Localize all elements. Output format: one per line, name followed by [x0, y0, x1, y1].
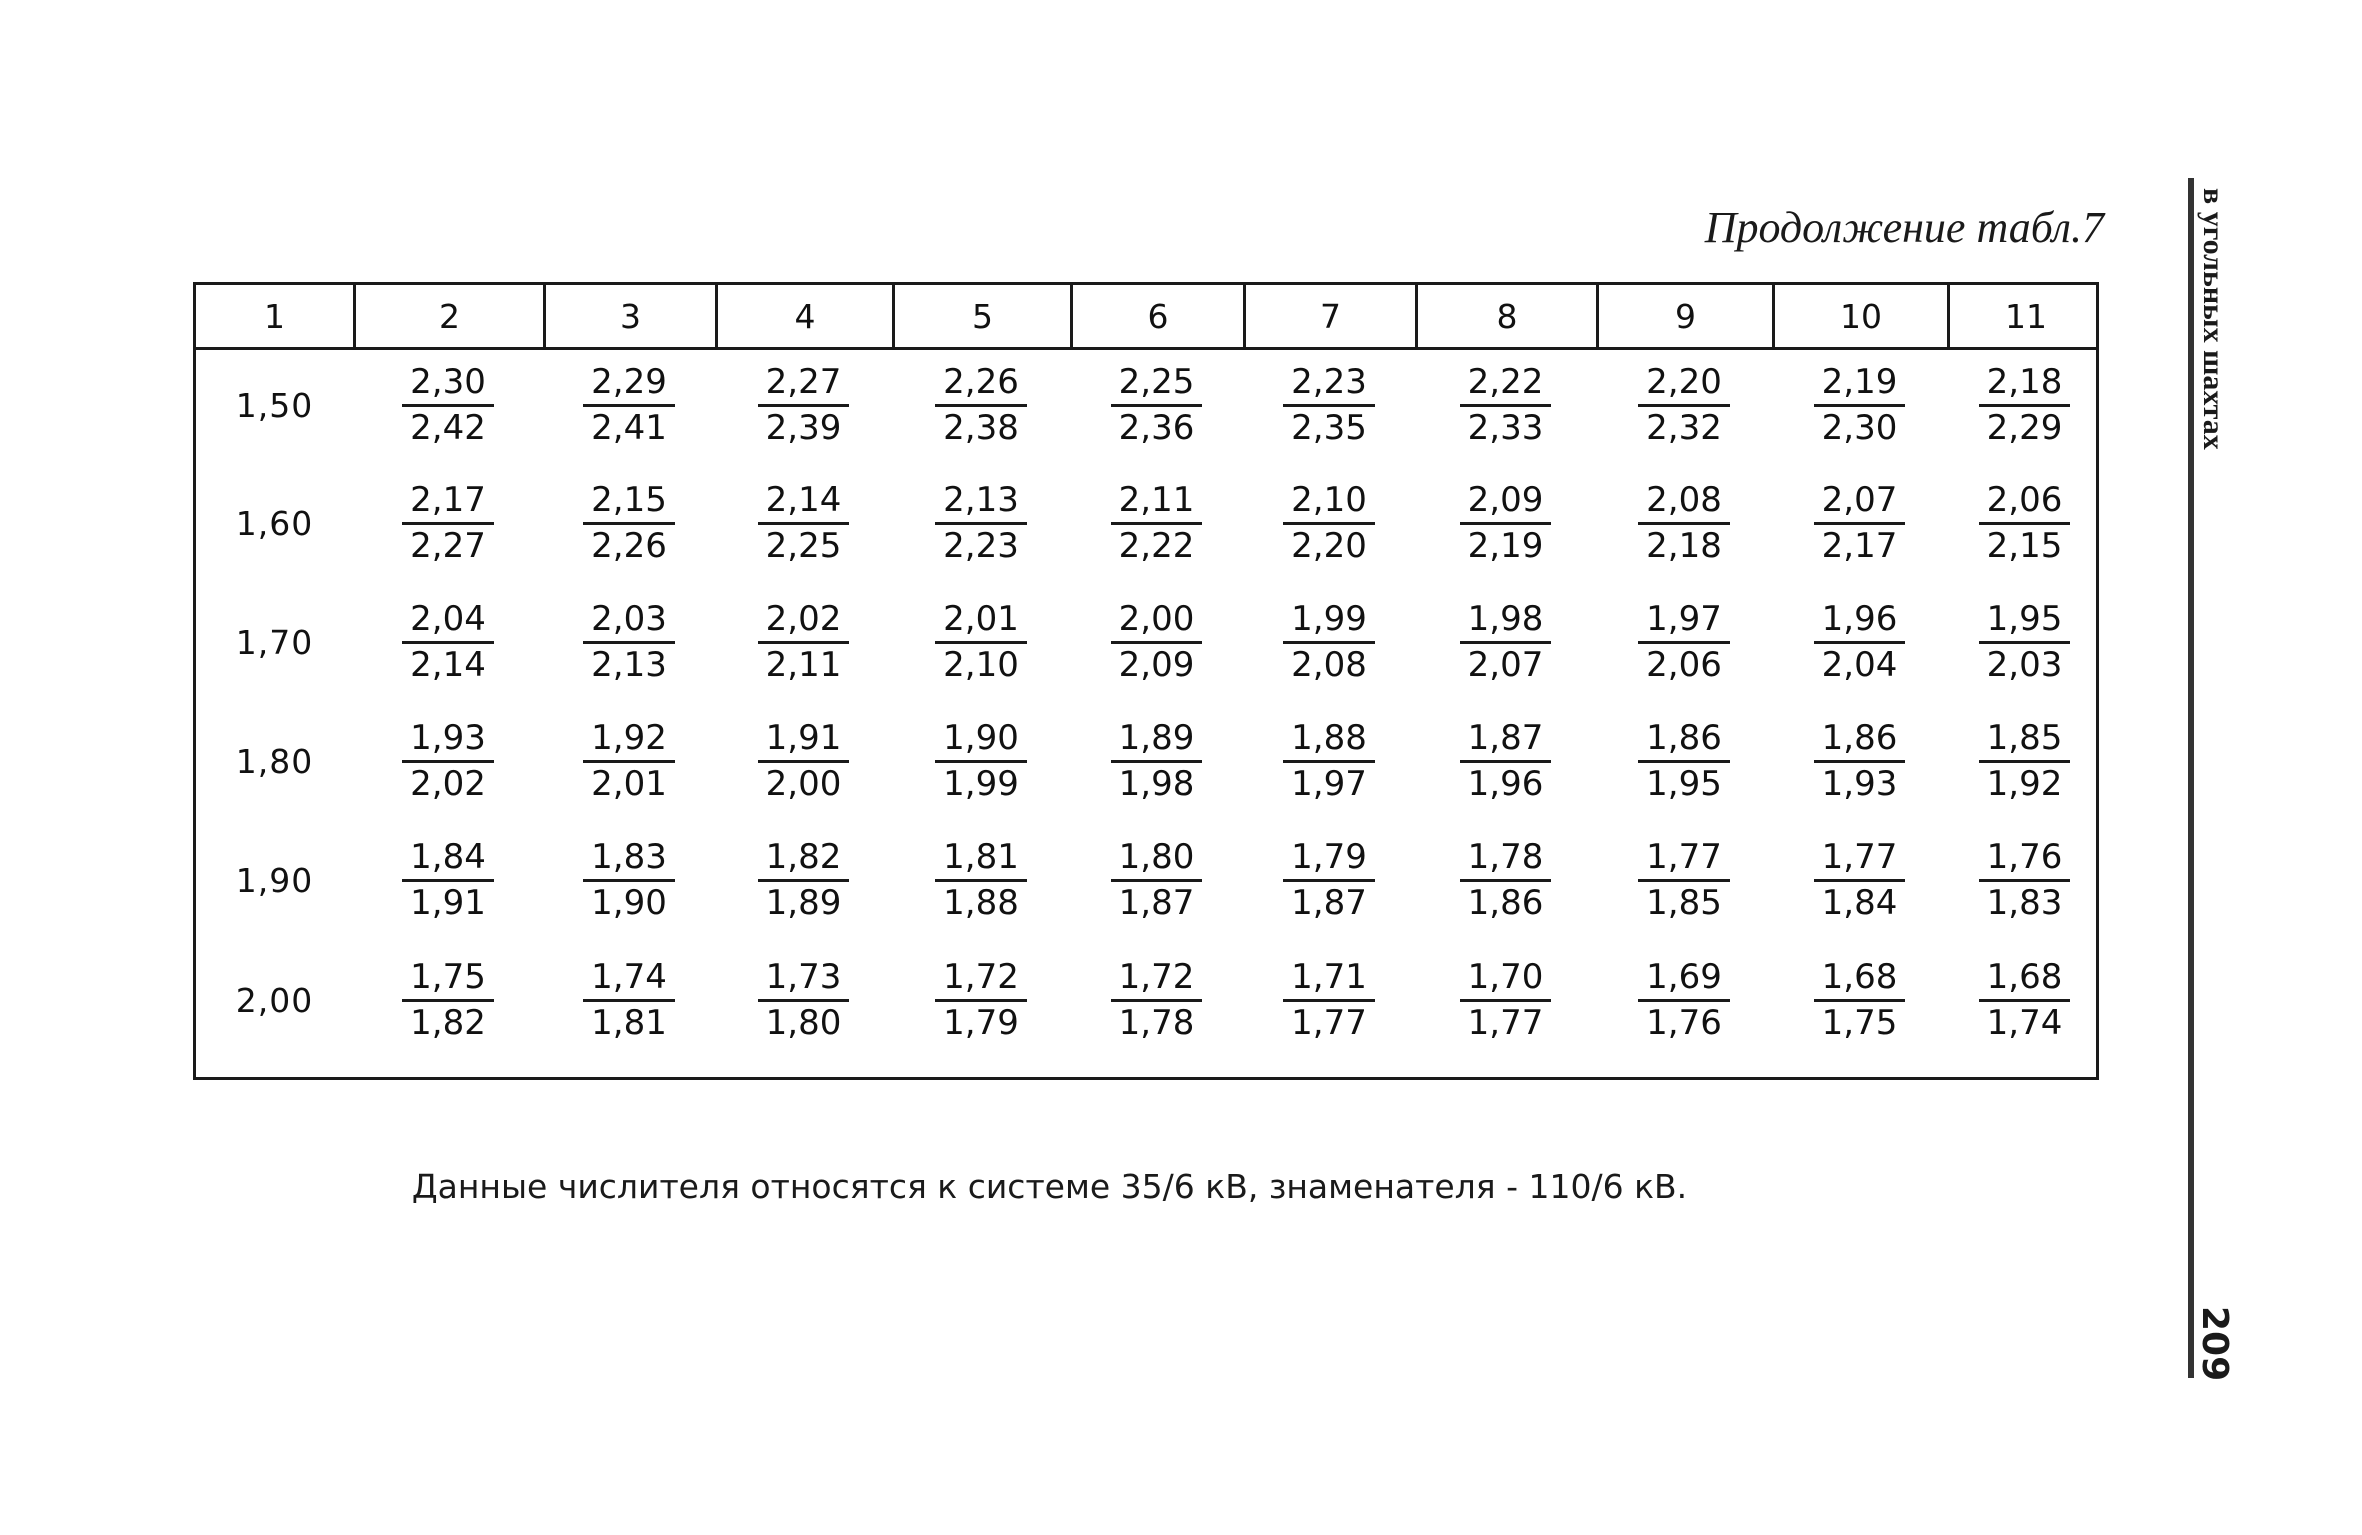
- row-label: 1,70: [235, 622, 314, 662]
- denominator: 2,38: [943, 408, 1019, 448]
- denominator: 2,08: [1291, 645, 1367, 685]
- fraction-cell: [892, 950, 1070, 1050]
- fraction-cell: [543, 473, 715, 573]
- fraction: [935, 958, 1027, 1042]
- numerator: 2,01: [935, 600, 1027, 644]
- numerator: 2,18: [1979, 363, 2071, 407]
- denominator: 2,20: [1291, 526, 1367, 566]
- numerator: 1,96: [1814, 600, 1906, 644]
- numerator: 1,69: [1638, 958, 1730, 1002]
- fraction-cell: [715, 830, 892, 930]
- fraction-cell: [1415, 950, 1596, 1050]
- numerator: 1,91: [758, 719, 850, 763]
- numerator: 1,95: [1979, 600, 2071, 644]
- page-number: 209: [2194, 1306, 2235, 1382]
- table-header-row: [196, 285, 2096, 350]
- fraction: [1638, 719, 1730, 803]
- denominator: 2,39: [765, 408, 842, 448]
- fraction-cell: [892, 473, 1070, 573]
- numerator: 1,82: [758, 838, 850, 882]
- fraction: [935, 719, 1027, 803]
- fraction: [1111, 958, 1203, 1042]
- fraction-cell: [715, 950, 892, 1050]
- header-cell: 3: [543, 285, 715, 347]
- fraction: [1814, 600, 1906, 684]
- denominator: 2,33: [1467, 408, 1544, 448]
- header-cell: 6: [1070, 285, 1243, 347]
- numerator: 1,74: [583, 958, 675, 1002]
- denominator: 2,04: [1821, 645, 1898, 685]
- table-row: [196, 355, 2096, 455]
- fraction: [1814, 719, 1906, 803]
- fraction-cell: [1596, 355, 1772, 455]
- header-cell: 7: [1243, 285, 1415, 347]
- fraction: [1638, 838, 1730, 922]
- table-row: [196, 711, 2096, 811]
- fraction: [1979, 958, 2071, 1042]
- fraction: [1814, 838, 1906, 922]
- fraction: [402, 719, 494, 803]
- denominator: 2,22: [1118, 526, 1195, 566]
- table-caption: Продолжение табл.7: [1704, 203, 2104, 252]
- numerator: 2,22: [1460, 363, 1552, 407]
- fraction-cell: [1772, 592, 1947, 692]
- numerator: 2,04: [402, 600, 494, 644]
- denominator: 1,77: [1467, 1003, 1544, 1043]
- fraction: [758, 838, 850, 922]
- denominator: 1,83: [1986, 883, 2063, 923]
- row-label: 2,00: [235, 980, 314, 1020]
- fraction-cell: [353, 355, 543, 455]
- fraction: [1814, 363, 1906, 447]
- fraction: [1460, 363, 1552, 447]
- numerator: 1,93: [402, 719, 494, 763]
- numerator: 2,26: [935, 363, 1027, 407]
- numerator: 1,99: [1283, 600, 1375, 644]
- fraction-cell: [1243, 830, 1415, 930]
- fraction-cell: [1596, 711, 1772, 811]
- fraction: [935, 600, 1027, 684]
- denominator: 2,13: [591, 645, 667, 685]
- header-cell: 11: [1947, 285, 2102, 347]
- fraction: [1111, 363, 1203, 447]
- fraction: [1979, 481, 2071, 565]
- fraction: [1283, 838, 1375, 922]
- fraction: [1638, 481, 1730, 565]
- numerator: 2,06: [1979, 481, 2071, 525]
- denominator: 2,18: [1646, 526, 1722, 566]
- numerator: 1,97: [1638, 600, 1730, 644]
- fraction: [1283, 719, 1375, 803]
- fraction: [758, 719, 850, 803]
- denominator: 2,03: [1986, 645, 2063, 685]
- denominator: 2,10: [943, 645, 1019, 685]
- table-row: [196, 473, 2096, 573]
- denominator: 1,81: [591, 1003, 667, 1043]
- denominator: 2,07: [1467, 645, 1544, 685]
- fraction-cell: [1243, 950, 1415, 1050]
- fraction: [583, 719, 675, 803]
- denominator: 2,32: [1646, 408, 1722, 448]
- fraction-cell: [1243, 592, 1415, 692]
- numerator: 2,14: [758, 481, 850, 525]
- fraction-cell: [1947, 830, 2102, 930]
- denominator: 1,76: [1646, 1003, 1722, 1043]
- fraction-cell: [1947, 592, 2102, 692]
- denominator: 2,01: [591, 764, 667, 804]
- denominator: 1,97: [1291, 764, 1367, 804]
- numerator: 1,81: [935, 838, 1027, 882]
- denominator: 1,87: [1291, 883, 1367, 923]
- fraction: [935, 363, 1027, 447]
- fraction: [1979, 838, 2071, 922]
- numerator: 1,79: [1283, 838, 1375, 882]
- page-sidebar: [2188, 178, 2248, 1382]
- denominator: 2,06: [1646, 645, 1722, 685]
- fraction-cell: [1243, 355, 1415, 455]
- numerator: 1,89: [1111, 719, 1203, 763]
- denominator: 2,27: [410, 526, 486, 566]
- denominator: 2,42: [410, 408, 486, 448]
- fraction: [1814, 481, 1906, 565]
- fraction: [583, 600, 675, 684]
- denominator: 2,17: [1821, 526, 1898, 566]
- fraction-cell: [715, 711, 892, 811]
- fraction-cell: [1596, 473, 1772, 573]
- denominator: 1,74: [1986, 1003, 2063, 1043]
- denominator: 1,84: [1821, 883, 1898, 923]
- fraction-cell: [543, 355, 715, 455]
- row-label: 1,90: [235, 860, 314, 900]
- denominator: 1,78: [1118, 1003, 1195, 1043]
- denominator: 1,95: [1646, 764, 1722, 804]
- denominator: 1,87: [1118, 883, 1195, 923]
- denominator: 1,98: [1118, 764, 1195, 804]
- numerator: 1,86: [1638, 719, 1730, 763]
- numerator: 2,10: [1283, 481, 1375, 525]
- denominator: 2,25: [765, 526, 842, 566]
- numerator: 1,75: [402, 958, 494, 1002]
- fraction: [1111, 838, 1203, 922]
- denominator: 2,09: [1118, 645, 1195, 685]
- denominator: 1,82: [410, 1003, 486, 1043]
- header-cell: 1: [264, 296, 285, 336]
- numerator: 1,87: [1460, 719, 1552, 763]
- fraction-cell: [1070, 950, 1243, 1050]
- fraction-cell: [892, 830, 1070, 930]
- data-table: [193, 282, 2099, 1080]
- table-row: [196, 830, 2096, 930]
- fraction-cell: [1772, 473, 1947, 573]
- fraction: [402, 838, 494, 922]
- fraction-cell: [1415, 592, 1596, 692]
- numerator: 2,19: [1814, 363, 1906, 407]
- denominator: 2,36: [1118, 408, 1195, 448]
- fraction-cell: [1415, 355, 1596, 455]
- numerator: 1,92: [583, 719, 675, 763]
- fraction: [402, 958, 494, 1042]
- fraction: [402, 363, 494, 447]
- header-cell: 9: [1596, 285, 1772, 347]
- fraction: [935, 481, 1027, 565]
- fraction-cell: [353, 830, 543, 930]
- fraction-cell: [1947, 950, 2102, 1050]
- fraction: [1638, 958, 1730, 1042]
- denominator: 1,86: [1467, 883, 1544, 923]
- fraction: [1638, 363, 1730, 447]
- fraction-cell: [1070, 830, 1243, 930]
- numerator: 1,77: [1638, 838, 1730, 882]
- denominator: 1,92: [1986, 764, 2063, 804]
- fraction: [935, 838, 1027, 922]
- denominator: 2,29: [1986, 408, 2063, 448]
- fraction: [583, 838, 675, 922]
- fraction: [583, 958, 675, 1042]
- fraction-cell: [1947, 711, 2102, 811]
- numerator: 2,27: [758, 363, 850, 407]
- fraction-cell: [1415, 711, 1596, 811]
- numerator: 1,68: [1814, 958, 1906, 1002]
- denominator: 1,77: [1291, 1003, 1367, 1043]
- numerator: 2,07: [1814, 481, 1906, 525]
- denominator: 1,99: [943, 764, 1019, 804]
- fraction-cell: [1947, 355, 2102, 455]
- numerator: 2,13: [935, 481, 1027, 525]
- numerator: 2,08: [1638, 481, 1730, 525]
- numerator: 2,09: [1460, 481, 1552, 525]
- fraction-cell: [715, 473, 892, 573]
- fraction-cell: [715, 355, 892, 455]
- numerator: 2,17: [402, 481, 494, 525]
- fraction-cell: [892, 592, 1070, 692]
- fraction-cell: [1772, 950, 1947, 1050]
- fraction-cell: [543, 950, 715, 1050]
- fraction: [1283, 958, 1375, 1042]
- fraction: [1283, 481, 1375, 565]
- denominator: 1,88: [943, 883, 1019, 923]
- fraction-cell: [1243, 473, 1415, 573]
- numerator: 2,15: [583, 481, 675, 525]
- denominator: 2,02: [410, 764, 486, 804]
- numerator: 1,84: [402, 838, 494, 882]
- fraction: [1460, 838, 1552, 922]
- header-cell: 4: [715, 285, 892, 347]
- fraction: [1979, 363, 2071, 447]
- fraction: [1979, 719, 2071, 803]
- numerator: 1,78: [1460, 838, 1552, 882]
- running-head: в угольных шахтах: [2197, 188, 2230, 450]
- fraction: [1638, 600, 1730, 684]
- fraction-cell: [353, 473, 543, 573]
- header-cell: 10: [1772, 285, 1947, 347]
- fraction: [1460, 958, 1552, 1042]
- fraction: [402, 600, 494, 684]
- fraction-cell: [1947, 473, 2102, 573]
- fraction: [583, 481, 675, 565]
- fraction: [758, 600, 850, 684]
- fraction-cell: [1070, 711, 1243, 811]
- fraction-cell: [1772, 830, 1947, 930]
- fraction-cell: [543, 830, 715, 930]
- fraction: [1111, 719, 1203, 803]
- numerator: 2,20: [1638, 363, 1730, 407]
- numerator: 1,85: [1979, 719, 2071, 763]
- fraction: [1460, 719, 1552, 803]
- fraction-cell: [1772, 355, 1947, 455]
- fraction-cell: [353, 711, 543, 811]
- fraction-cell: [353, 950, 543, 1050]
- numerator: 2,00: [1111, 600, 1203, 644]
- fraction: [402, 481, 494, 565]
- numerator: 1,73: [758, 958, 850, 1002]
- fraction-cell: [1596, 830, 1772, 930]
- denominator: 1,79: [943, 1003, 1019, 1043]
- denominator: 2,11: [765, 645, 842, 685]
- denominator: 2,15: [1986, 526, 2063, 566]
- fraction: [1460, 600, 1552, 684]
- table-body: [196, 350, 2096, 1077]
- fraction-cell: [353, 592, 543, 692]
- row-label: 1,50: [235, 385, 314, 425]
- denominator: 1,89: [765, 883, 842, 923]
- header-cell: 2: [353, 285, 543, 347]
- denominator: 1,80: [765, 1003, 842, 1043]
- numerator: 1,68: [1979, 958, 2071, 1002]
- denominator: 2,00: [765, 764, 842, 804]
- table-row: [196, 950, 2096, 1050]
- denominator: 2,30: [1821, 408, 1898, 448]
- fraction-cell: [892, 355, 1070, 455]
- denominator: 2,19: [1467, 526, 1544, 566]
- fraction: [1111, 600, 1203, 684]
- fraction-cell: [1596, 950, 1772, 1050]
- denominator: 2,35: [1291, 408, 1367, 448]
- numerator: 2,03: [583, 600, 675, 644]
- fraction-cell: [1070, 355, 1243, 455]
- sidebar-rule: [2188, 178, 2194, 1378]
- numerator: 1,88: [1283, 719, 1375, 763]
- fraction: [1979, 600, 2071, 684]
- numerator: 1,72: [1111, 958, 1203, 1002]
- numerator: 2,02: [758, 600, 850, 644]
- denominator: 1,91: [410, 883, 486, 923]
- fraction-cell: [543, 592, 715, 692]
- denominator: 2,26: [591, 526, 667, 566]
- numerator: 2,23: [1283, 363, 1375, 407]
- fraction-cell: [1070, 473, 1243, 573]
- numerator: 1,98: [1460, 600, 1552, 644]
- fraction: [1814, 958, 1906, 1042]
- numerator: 1,72: [935, 958, 1027, 1002]
- numerator: 2,25: [1111, 363, 1203, 407]
- denominator: 1,93: [1821, 764, 1898, 804]
- table-row: [196, 592, 2096, 692]
- fraction: [758, 958, 850, 1042]
- fraction-cell: [1596, 592, 1772, 692]
- denominator: 2,23: [943, 526, 1019, 566]
- fraction-cell: [543, 711, 715, 811]
- fraction: [758, 481, 850, 565]
- fraction-cell: [715, 592, 892, 692]
- fraction: [583, 363, 675, 447]
- fraction-cell: [1772, 711, 1947, 811]
- denominator: 1,85: [1646, 883, 1722, 923]
- header-cell: 5: [892, 285, 1070, 347]
- row-label: 1,80: [235, 741, 314, 781]
- fraction: [1283, 363, 1375, 447]
- numerator: 1,76: [1979, 838, 2071, 882]
- fraction-cell: [1243, 711, 1415, 811]
- fraction-cell: [1070, 592, 1243, 692]
- numerator: 1,90: [935, 719, 1027, 763]
- fraction-cell: [1415, 473, 1596, 573]
- numerator: 1,80: [1111, 838, 1203, 882]
- fraction-cell: [892, 711, 1070, 811]
- denominator: 2,41: [591, 408, 667, 448]
- fraction: [758, 363, 850, 447]
- numerator: 1,71: [1283, 958, 1375, 1002]
- denominator: 1,90: [591, 883, 667, 923]
- denominator: 1,96: [1467, 764, 1544, 804]
- header-cell: 8: [1415, 285, 1596, 347]
- fraction: [1460, 481, 1552, 565]
- numerator: 1,77: [1814, 838, 1906, 882]
- fraction-cell: [1415, 830, 1596, 930]
- denominator: 2,14: [410, 645, 486, 685]
- numerator: 1,70: [1460, 958, 1552, 1002]
- fraction: [1283, 600, 1375, 684]
- fraction: [1111, 481, 1203, 565]
- numerator: 2,30: [402, 363, 494, 407]
- row-label: 1,60: [235, 503, 314, 543]
- numerator: 2,11: [1111, 481, 1203, 525]
- numerator: 1,83: [583, 838, 675, 882]
- numerator: 2,29: [583, 363, 675, 407]
- table-footnote: Данные числителя относятся к системе 35/6 кВ, знаменателя - 110/6 кВ.: [411, 1167, 1688, 1206]
- numerator: 1,86: [1814, 719, 1906, 763]
- denominator: 1,75: [1821, 1003, 1898, 1043]
